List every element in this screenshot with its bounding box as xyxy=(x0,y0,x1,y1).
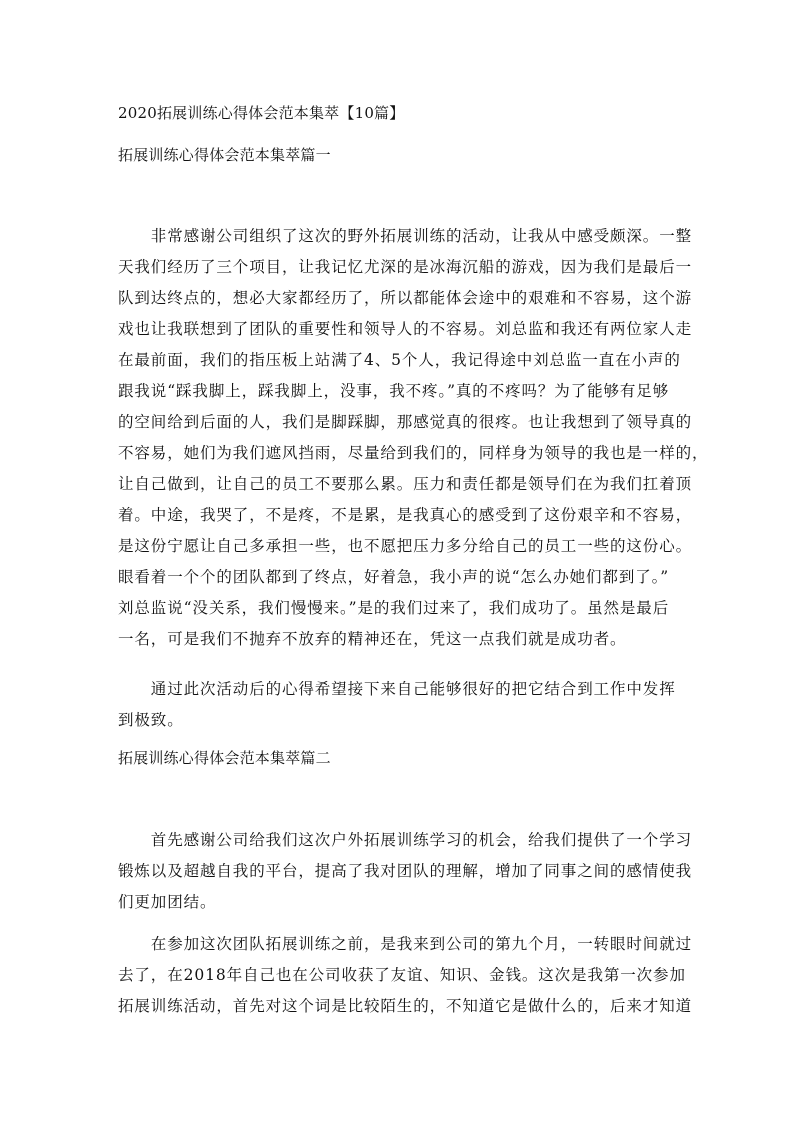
text-line: 眼看着一个个的团队都到了终点，好着急，我小声的说“怎么办她们都到了。” xyxy=(118,568,670,586)
text-line: 的空间给到后面的人，我们是脚踩脚，那感觉真的很疼。也让我想到了领导真的 xyxy=(118,413,693,431)
text-line: 在参加这次团队拓展训练之前，是我来到公司的第九个月，一转眼时间就过 xyxy=(118,935,693,953)
text-line: 不容易，她们为我们遮风挡雨，尽量给到我们的，同样身为领导的我也是一样的， xyxy=(118,444,709,462)
text-line: 锻炼以及超越自我的平台，提高了我对团队的理解，增加了同事之间的感情使我 xyxy=(118,862,693,880)
text-line: 们更加团结。 xyxy=(118,893,217,911)
text-line: 在最前面，我们的指压板上站满了4、5个人，我记得途中刘总监一直在小声的 xyxy=(118,351,681,369)
text-line: 着。中途，我哭了，不是疼，不是累，是我真心的感受到了这份艰辛和不容易， xyxy=(118,506,693,524)
text-line: 去了，在2018年自己也在公司收获了友谊、知识、金钱。这次是我第一次参加 xyxy=(118,966,686,984)
text-line: 通过此次活动后的心得希望接下来自己能够很好的把它结合到工作中发挥 xyxy=(118,680,676,698)
text-line: 拓展训练活动，首先对这个词是比较陌生的，不知道它是做什么的，后来才知道 xyxy=(118,997,693,1015)
text-line: 队到达终点的，想必大家都经历了，所以都能体会途中的艰难和不容易，这个游 xyxy=(118,289,693,307)
section-heading-2: 拓展训练心得体会范本集萃篇二 xyxy=(118,749,331,767)
text-line: 一名，可是我们不抛弃不放弃的精神还在，凭这一点我们就是成功者。 xyxy=(118,630,627,648)
section-2-paragraph-1 xyxy=(118,825,693,918)
text-line: 刘总监说“没关系，我们慢慢来。”是的我们过来了，我们成功了。虽然是最后 xyxy=(118,599,670,617)
text-line: 跟我说“踩我脚上，踩我脚上，没事，我不疼。”真的不疼吗？为了能够有足够 xyxy=(118,382,670,400)
document-title: 2020拓展训练心得体会范本集萃【10篇】 xyxy=(118,104,405,122)
text-line: 首先感谢公司给我们这次户外拓展训练学习的机会，给我们提供了一个学习 xyxy=(118,831,693,849)
text-line: 非常感谢公司组织了这次的野外拓展训练的活动，让我从中感受颇深。一整 xyxy=(118,227,693,245)
section-2-paragraph-2 xyxy=(118,929,693,1022)
section-heading-1: 拓展训练心得体会范本集萃篇一 xyxy=(118,146,331,164)
text-line: 天我们经历了三个项目，让我记忆尤深的是冰海沉船的游戏，因为我们是最后一 xyxy=(118,258,693,276)
text-line: 戏也让我联想到了团队的重要性和领导人的不容易。刘总监和我还有两位家人走 xyxy=(118,320,693,338)
text-line: 是这份宁愿让自己多承担一些，也不愿把压力多分给自己的员工一些的这份心。 xyxy=(118,537,693,555)
section-1-paragraph-2 xyxy=(118,674,678,736)
text-line: 到极致。 xyxy=(118,711,184,729)
section-1-paragraph-1 xyxy=(118,221,709,655)
text-line: 让自己做到，让自己的员工不要那么累。压力和责任都是领导们在为我们扛着顶 xyxy=(118,475,693,493)
